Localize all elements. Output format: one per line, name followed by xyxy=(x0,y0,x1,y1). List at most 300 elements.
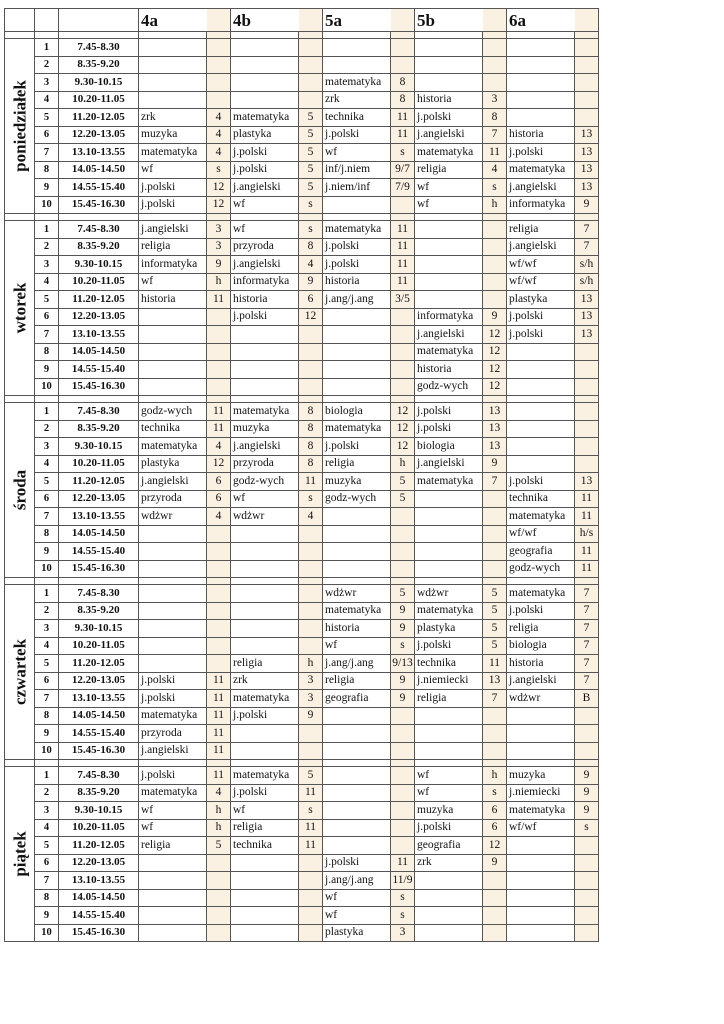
day-name: wtorek xyxy=(10,282,29,334)
period-time: 9.30-10.15 xyxy=(59,438,139,456)
class-header: 5b xyxy=(415,9,483,32)
room-cell: 7 xyxy=(575,238,599,256)
period-row xyxy=(5,326,599,344)
subject-cell: matematyka xyxy=(323,74,391,92)
room-cell: s xyxy=(299,802,323,820)
room-cell: 5 xyxy=(299,767,323,785)
period-row xyxy=(5,91,599,109)
gap-cell xyxy=(299,396,323,403)
subject-cell: j.polski xyxy=(139,767,207,785)
room-cell: 8 xyxy=(299,238,323,256)
gap-cell xyxy=(415,396,483,403)
room-cell xyxy=(299,854,323,872)
room-cell xyxy=(391,543,415,561)
room-cell: 4 xyxy=(483,161,507,179)
subject-cell xyxy=(507,742,575,760)
subject-cell xyxy=(231,889,299,907)
period-time: 7.45-8.30 xyxy=(59,767,139,785)
room-cell: 9 xyxy=(207,256,231,274)
room-cell xyxy=(575,74,599,92)
room-cell: 3 xyxy=(483,91,507,109)
period-time: 12.20-13.05 xyxy=(59,308,139,326)
subject-cell xyxy=(231,91,299,109)
period-time: 14.55-15.40 xyxy=(59,361,139,379)
subject-cell: j.angielski xyxy=(507,672,575,690)
gap-cell xyxy=(483,578,507,585)
subject-cell xyxy=(323,39,391,57)
subject-cell: wf xyxy=(323,637,391,655)
room-cell: 9 xyxy=(575,767,599,785)
gap-cell xyxy=(5,578,35,585)
subject-cell: zrk xyxy=(231,672,299,690)
gap-cell xyxy=(391,214,415,221)
period-row xyxy=(5,126,599,144)
room-cell xyxy=(299,74,323,92)
subject-cell: j.polski xyxy=(231,308,299,326)
subject-cell: religia xyxy=(507,221,575,239)
subject-cell: informatyka xyxy=(139,256,207,274)
header-row xyxy=(5,9,599,32)
subject-cell xyxy=(415,39,483,57)
gap-cell xyxy=(207,760,231,767)
subject-cell: wf xyxy=(415,767,483,785)
room-cell: 7 xyxy=(575,672,599,690)
room-cell: 7 xyxy=(575,221,599,239)
room-cell: 11 xyxy=(207,291,231,309)
room-cell: 6 xyxy=(483,802,507,820)
room-cell: 9 xyxy=(391,602,415,620)
room-cell xyxy=(207,655,231,673)
subject-cell xyxy=(323,725,391,743)
room-cell: 9 xyxy=(391,620,415,638)
gap-cell xyxy=(35,760,59,767)
period-row xyxy=(5,343,599,361)
gap-cell xyxy=(59,396,139,403)
period-time: 15.45-16.30 xyxy=(59,560,139,578)
subject-cell: przyroda xyxy=(139,725,207,743)
period-number: 4 xyxy=(35,637,59,655)
subject-cell xyxy=(231,854,299,872)
period-number: 2 xyxy=(35,56,59,74)
subject-cell xyxy=(231,602,299,620)
room-cell: 3 xyxy=(299,690,323,708)
subject-cell xyxy=(415,725,483,743)
gap-cell xyxy=(207,396,231,403)
room-cell: 11 xyxy=(575,508,599,526)
subject-cell: j.polski xyxy=(415,819,483,837)
subject-cell: plastyka xyxy=(231,126,299,144)
period-number: 7 xyxy=(35,144,59,162)
room-cell xyxy=(483,291,507,309)
subject-cell xyxy=(139,378,207,396)
period-row xyxy=(5,508,599,526)
period-row xyxy=(5,784,599,802)
subject-cell xyxy=(323,378,391,396)
period-row xyxy=(5,438,599,456)
room-cell: 4 xyxy=(299,508,323,526)
period-number: 9 xyxy=(35,725,59,743)
subject-cell: wf xyxy=(415,196,483,214)
period-row xyxy=(5,490,599,508)
period-number: 6 xyxy=(35,672,59,690)
room-cell: 4 xyxy=(207,144,231,162)
subject-cell xyxy=(507,361,575,379)
room-cell xyxy=(299,889,323,907)
day-name-cell xyxy=(5,221,35,396)
room-cell: 5 xyxy=(391,473,415,491)
room-cell: 6 xyxy=(207,490,231,508)
room-cell: 12 xyxy=(391,420,415,438)
room-cell: 7 xyxy=(483,126,507,144)
subject-cell: j.polski xyxy=(323,256,391,274)
room-cell: h xyxy=(483,196,507,214)
subject-cell: wf xyxy=(231,490,299,508)
period-time: 14.05-14.50 xyxy=(59,161,139,179)
subject-cell xyxy=(507,872,575,890)
room-cell: h xyxy=(391,455,415,473)
subject-cell: j.ang/j.ang xyxy=(323,872,391,890)
gap-cell xyxy=(299,214,323,221)
room-cell xyxy=(575,907,599,925)
period-row xyxy=(5,602,599,620)
room-cell: 8 xyxy=(299,403,323,421)
room-cell: 7 xyxy=(483,473,507,491)
room-cell: s xyxy=(391,907,415,925)
class-header-room xyxy=(575,9,599,32)
subject-cell xyxy=(323,508,391,526)
room-cell xyxy=(483,39,507,57)
room-cell xyxy=(483,490,507,508)
room-cell: 8 xyxy=(299,455,323,473)
room-cell xyxy=(391,196,415,214)
room-cell xyxy=(207,907,231,925)
subject-cell xyxy=(323,543,391,561)
room-cell xyxy=(391,525,415,543)
room-cell: 12 xyxy=(207,196,231,214)
subject-cell: technika xyxy=(507,490,575,508)
subject-cell xyxy=(415,508,483,526)
subject-cell: wdżwr xyxy=(323,585,391,603)
room-cell xyxy=(299,361,323,379)
class-header: 5a xyxy=(323,9,391,32)
period-row xyxy=(5,291,599,309)
subject-cell xyxy=(507,343,575,361)
room-cell: 11 xyxy=(299,473,323,491)
subject-cell xyxy=(323,196,391,214)
period-number: 5 xyxy=(35,109,59,127)
subject-cell: godz-wych xyxy=(231,473,299,491)
period-number: 3 xyxy=(35,256,59,274)
room-cell: 13 xyxy=(575,126,599,144)
gap-cell xyxy=(323,396,391,403)
subject-cell: biologia xyxy=(507,637,575,655)
subject-cell xyxy=(415,889,483,907)
period-time: 10.20-11.05 xyxy=(59,455,139,473)
gap-cell xyxy=(415,32,483,39)
room-cell: 13 xyxy=(575,326,599,344)
subject-cell xyxy=(415,256,483,274)
gap-cell xyxy=(391,578,415,585)
period-row xyxy=(5,161,599,179)
class-header: 6a xyxy=(507,9,575,32)
period-number: 7 xyxy=(35,872,59,890)
subject-cell: matematyka xyxy=(507,585,575,603)
room-cell: 11 xyxy=(575,490,599,508)
gap-cell xyxy=(35,578,59,585)
period-row xyxy=(5,819,599,837)
subject-cell: matematyka xyxy=(507,161,575,179)
subject-cell: j.niemiecki xyxy=(507,784,575,802)
period-time: 10.20-11.05 xyxy=(59,273,139,291)
period-number: 8 xyxy=(35,889,59,907)
period-row xyxy=(5,725,599,743)
subject-cell xyxy=(507,907,575,925)
subject-cell xyxy=(415,872,483,890)
subject-cell xyxy=(231,742,299,760)
gap-cell xyxy=(299,32,323,39)
subject-cell xyxy=(231,924,299,942)
gap-cell xyxy=(391,32,415,39)
room-cell: 11 xyxy=(207,707,231,725)
day-separator xyxy=(5,214,599,221)
room-cell xyxy=(483,525,507,543)
room-cell xyxy=(299,620,323,638)
room-cell xyxy=(575,109,599,127)
room-cell: 5 xyxy=(299,161,323,179)
subject-cell: informatyka xyxy=(415,308,483,326)
subject-cell: historia xyxy=(139,291,207,309)
subject-cell xyxy=(415,543,483,561)
subject-cell xyxy=(139,525,207,543)
gap-cell xyxy=(35,32,59,39)
period-time: 9.30-10.15 xyxy=(59,620,139,638)
period-number: 2 xyxy=(35,602,59,620)
room-cell: s xyxy=(299,490,323,508)
subject-cell xyxy=(139,585,207,603)
subject-cell: przyroda xyxy=(139,490,207,508)
room-cell: 9 xyxy=(391,672,415,690)
room-cell: 13 xyxy=(575,144,599,162)
subject-cell: j.ang/j.ang xyxy=(323,655,391,673)
room-cell: 5 xyxy=(299,144,323,162)
header-blank-time xyxy=(59,9,139,32)
room-cell: 11 xyxy=(391,273,415,291)
subject-cell xyxy=(507,889,575,907)
subject-cell: geografia xyxy=(507,543,575,561)
room-cell xyxy=(391,326,415,344)
period-time: 14.05-14.50 xyxy=(59,343,139,361)
subject-cell xyxy=(323,784,391,802)
subject-cell: matematyka xyxy=(231,109,299,127)
period-time: 11.20-12.05 xyxy=(59,655,139,673)
subject-cell: zrk xyxy=(415,854,483,872)
room-cell: 7 xyxy=(483,690,507,708)
room-cell: 3 xyxy=(299,672,323,690)
period-time: 12.20-13.05 xyxy=(59,672,139,690)
day-name-cell xyxy=(5,403,35,578)
room-cell xyxy=(391,767,415,785)
period-row xyxy=(5,361,599,379)
day-name: poniedziałek xyxy=(10,80,29,172)
period-time: 15.45-16.30 xyxy=(59,742,139,760)
room-cell: 11 xyxy=(391,238,415,256)
room-cell xyxy=(207,326,231,344)
subject-cell: technika xyxy=(323,109,391,127)
room-cell xyxy=(483,221,507,239)
room-cell: s/h xyxy=(575,273,599,291)
subject-cell: historia xyxy=(323,620,391,638)
subject-cell: matematyka xyxy=(415,144,483,162)
gap-cell xyxy=(507,578,575,585)
room-cell: 12 xyxy=(483,361,507,379)
gap-cell xyxy=(35,214,59,221)
subject-cell: j.ang/j.ang xyxy=(323,291,391,309)
room-cell xyxy=(299,924,323,942)
period-time: 11.20-12.05 xyxy=(59,473,139,491)
room-cell: s xyxy=(299,221,323,239)
room-cell xyxy=(207,361,231,379)
period-number: 7 xyxy=(35,326,59,344)
room-cell xyxy=(575,420,599,438)
gap-cell xyxy=(207,214,231,221)
subject-cell: j.angielski xyxy=(415,455,483,473)
period-number: 2 xyxy=(35,784,59,802)
room-cell xyxy=(575,378,599,396)
subject-cell xyxy=(231,343,299,361)
subject-cell: technika xyxy=(231,837,299,855)
period-time: 14.05-14.50 xyxy=(59,525,139,543)
subject-cell xyxy=(323,802,391,820)
subject-cell: wf xyxy=(415,784,483,802)
room-cell: 4 xyxy=(207,109,231,127)
room-cell xyxy=(575,889,599,907)
period-row xyxy=(5,525,599,543)
subject-cell xyxy=(507,56,575,74)
subject-cell: wf xyxy=(323,907,391,925)
room-cell xyxy=(299,326,323,344)
subject-cell: religia xyxy=(231,655,299,673)
subject-cell: j.angielski xyxy=(231,179,299,197)
subject-cell xyxy=(415,273,483,291)
period-number: 10 xyxy=(35,196,59,214)
class-header-room xyxy=(299,9,323,32)
subject-cell xyxy=(231,872,299,890)
room-cell xyxy=(207,525,231,543)
room-cell: s xyxy=(575,819,599,837)
subject-cell: j.angielski xyxy=(139,473,207,491)
room-cell xyxy=(575,361,599,379)
period-time: 13.10-13.55 xyxy=(59,326,139,344)
gap-cell xyxy=(59,214,139,221)
subject-cell: geografia xyxy=(415,837,483,855)
period-time: 8.35-9.20 xyxy=(59,238,139,256)
room-cell: h xyxy=(207,819,231,837)
subject-cell: matematyka xyxy=(139,784,207,802)
subject-cell xyxy=(231,378,299,396)
period-number: 1 xyxy=(35,585,59,603)
room-cell: 12 xyxy=(483,343,507,361)
subject-cell: godz-wych xyxy=(323,490,391,508)
period-number: 6 xyxy=(35,308,59,326)
subject-cell: zrk xyxy=(323,91,391,109)
day-name: piątek xyxy=(10,831,29,877)
subject-cell: godz-wych xyxy=(139,403,207,421)
room-cell xyxy=(207,854,231,872)
day-name-cell xyxy=(5,767,35,942)
timetable-sheet xyxy=(4,8,599,942)
period-number: 9 xyxy=(35,907,59,925)
room-cell xyxy=(299,872,323,890)
subject-cell: j.polski xyxy=(323,238,391,256)
period-number: 8 xyxy=(35,525,59,543)
room-cell xyxy=(483,74,507,92)
subject-cell: j.angielski xyxy=(231,438,299,456)
subject-cell xyxy=(507,837,575,855)
subject-cell: plastyka xyxy=(415,620,483,638)
period-number: 8 xyxy=(35,343,59,361)
period-time: 7.45-8.30 xyxy=(59,39,139,57)
room-cell: 8 xyxy=(299,420,323,438)
room-cell: 5 xyxy=(483,637,507,655)
room-cell: 4 xyxy=(299,256,323,274)
period-row xyxy=(5,221,599,239)
gap-cell xyxy=(507,214,575,221)
subject-cell: religia xyxy=(323,672,391,690)
period-number: 4 xyxy=(35,91,59,109)
room-cell: 11 xyxy=(207,767,231,785)
period-time: 14.05-14.50 xyxy=(59,707,139,725)
gap-cell xyxy=(207,578,231,585)
gap-cell xyxy=(507,396,575,403)
subject-cell xyxy=(231,525,299,543)
gap-cell xyxy=(575,32,599,39)
timetable xyxy=(4,8,599,942)
room-cell: 6 xyxy=(299,291,323,309)
subject-cell xyxy=(507,403,575,421)
subject-cell: wf xyxy=(139,819,207,837)
room-cell: 13 xyxy=(575,308,599,326)
gap-cell xyxy=(59,578,139,585)
room-cell xyxy=(391,725,415,743)
period-number: 5 xyxy=(35,473,59,491)
gap-cell xyxy=(575,760,599,767)
subject-cell: historia xyxy=(507,126,575,144)
subject-cell xyxy=(507,39,575,57)
class-header: 4a xyxy=(139,9,207,32)
room-cell xyxy=(575,91,599,109)
subject-cell xyxy=(415,238,483,256)
period-row xyxy=(5,273,599,291)
room-cell: 9 xyxy=(575,784,599,802)
subject-cell: wf xyxy=(415,179,483,197)
period-number: 10 xyxy=(35,924,59,942)
room-cell: 9 xyxy=(483,308,507,326)
room-cell xyxy=(207,74,231,92)
subject-cell xyxy=(415,490,483,508)
subject-cell: j.angielski xyxy=(139,742,207,760)
subject-cell: wdżwr xyxy=(415,585,483,603)
subject-cell: j.polski xyxy=(507,326,575,344)
subject-cell: religia xyxy=(139,238,207,256)
period-time: 15.45-16.30 xyxy=(59,378,139,396)
subject-cell xyxy=(415,924,483,942)
subject-cell xyxy=(139,91,207,109)
subject-cell: muzyka xyxy=(323,473,391,491)
gap-cell xyxy=(139,578,207,585)
room-cell: h/s xyxy=(575,525,599,543)
room-cell xyxy=(207,378,231,396)
room-cell: 11 xyxy=(391,109,415,127)
